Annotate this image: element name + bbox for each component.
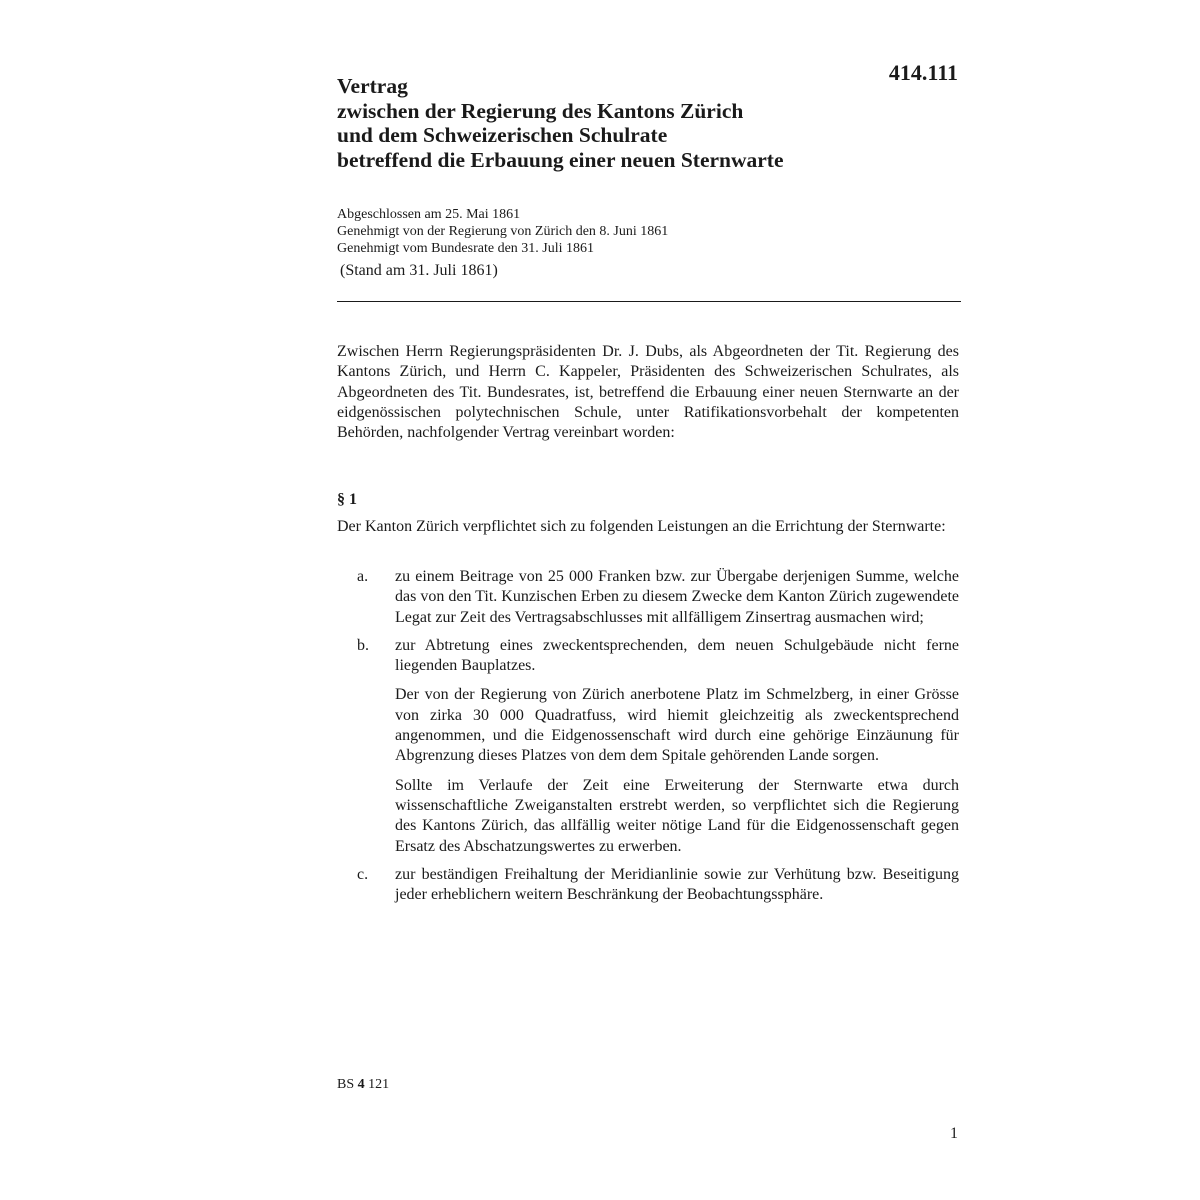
title-line: und dem Schweizerischen Schulrate [337, 123, 668, 147]
list-item-subparagraph: Sollte im Verlaufe der Zeit eine Erweiterung der Sternwarte etwa durch wissenschaftliche Zweiganstalten erstrebt werden, so verpflichtet sich die Regierung des Kantons Zürich, das allfällig weiter nötige Land für die Eidgenossenschaft gegen Ersatz des Abschatzungswertes zu erwerben. [395, 776, 959, 855]
title-line: zwischen der Regierung des Kantons Zürich [337, 98, 744, 123]
list-item-subparagraph: Der von der Regierung von Zürich anerbotene Platz im Schmelzberg, in einer Grösse von zirka 30 000 Quadratfuss, wird hiemit gleichzeitig als zweckentsprechend angenommen, und die Eidgenossenschaft wird durch eine gehörige Einzäunung für Abgrenzung dieses Platzes von dem dem Spitale gehörenden Lande sorgen. [395, 686, 959, 765]
list-item-letter: a. [357, 568, 369, 585]
bs-reference [337, 1076, 389, 1094]
list-item-text: zu einem Beitrage von 25 000 Franken bzw. zur Übergabe derjenigen Summe, welche das von den Tit. Kunzischen Erben zu diesem Zwecke dem Kanton Zürich zugewendete Legat zur Zeit des Vertragsabschlusses mit allfälligem Zinsertrag ausmachen wird; [395, 568, 959, 626]
obligation-list [337, 567, 959, 913]
bs-volume: 4 [357, 1077, 365, 1092]
list-item-letter: c. [357, 865, 369, 883]
title-line: betreffend die Erbauung einer neuen Sternwarte [337, 147, 784, 172]
date-approved-bundesrat: Genehmigt vom Bundesrate den 31. Juli 1861 [337, 241, 595, 256]
enactment-dates [337, 206, 937, 257]
list-item-c [337, 865, 959, 906]
list-item-a [337, 567, 959, 628]
bs-prefix: BS [337, 1077, 355, 1092]
sr-number: 414.111 [888, 60, 958, 85]
status-date: (Stand am 31. Juli 1861) [340, 262, 498, 279]
header-divider [337, 301, 961, 302]
list-item-text: zur beständigen Freihaltung der Meridianlinie sowie zur Verhütung bzw. Beseitigung jeder erheblichern weitern Beschränkung der Beobachtungssphäre. [395, 865, 959, 904]
page-number: 1 [950, 1125, 958, 1142]
date-concluded: Abgeschlossen am 25. Mai 1861 [337, 207, 521, 222]
date-approved-zurich: Genehmigt von der Regierung von Zürich den 8. Juni 1861 [337, 224, 669, 239]
list-item-b [337, 636, 959, 857]
title-line: Vertrag [337, 74, 408, 98]
section-heading: § 1 [337, 491, 357, 508]
list-item-text: zur Abtretung eines zweckentsprechenden, dem neuen Schulgebäude nicht ferne liegenden Bauplatzes. [395, 636, 959, 675]
document-title [337, 74, 897, 172]
bs-page: 121 [368, 1077, 390, 1092]
list-item-letter: b. [357, 636, 369, 654]
preamble: Zwischen Herrn Regierungspräsidenten Dr. J. Dubs, als Abgeordneten der Tit. Regierung des Kantons Zürich, und Herrn C. Kappeler, Präsidenten des Schweizerischen Schulrates, als Abgeordneten des Tit. Bundesrates, ist, betreffend die Erbauung einer neuen Sternwarte an der eidgenössischen polytechnischen Schule, unter Ratifikationsvorbehalt der kompetenten Behörden, nachfolgender Vertrag vereinbart worden: [337, 343, 959, 442]
section-intro: Der Kanton Zürich verpflichtet sich zu folgenden Leistungen an die Errichtung der Sternwarte: [337, 518, 946, 535]
